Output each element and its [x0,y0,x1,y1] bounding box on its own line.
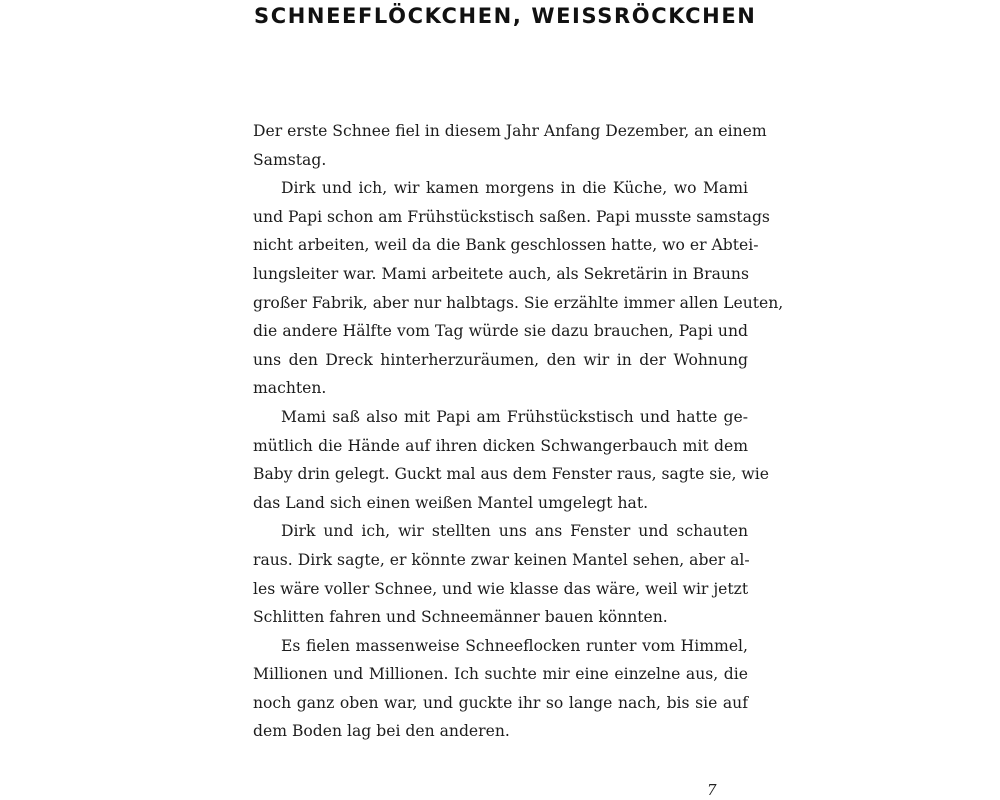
text-line: mütlich die Hände auf ihren dicken Schwangerbauch mit dem [253,436,748,455]
text-line: und Papi schon am Frühstückstisch saßen. Papi musste samstags [253,207,770,226]
text-line: nicht arbeiten, weil da die Bank geschlossen hatte, wo er Abtei- [253,236,759,255]
text-line: das Land sich einen weißen Mantel umgelegt hat. [253,493,649,512]
chapter-title: SCHNEEFLÖCKCHEN, WEISSRÖCKCHEN [254,4,757,28]
text-line: les wäre voller Schnee, und wie klasse das wäre, weil wir jetzt [253,579,749,598]
text-line: lungsleiter war. Mami arbeitete auch, als Sekretärin in Brauns [253,264,749,283]
text-line: Dirk und ich, wir stellten uns ans Fenster und schauten [281,522,748,541]
text-line: Es fielen massenweise Schneeflocken runter vom Himmel, [281,636,748,655]
text-line: raus. Dirk sagte, er könnte zwar keinen Mantel sehen, aber al- [253,550,750,569]
text-line: Dirk und ich, wir kamen morgens in die Küche, wo Mami [281,179,748,198]
text-line: noch ganz oben war, und guckte ihr so lange nach, bis sie auf [253,693,748,712]
text-line: Millionen und Millionen. Ich suchte mir eine einzelne aus, die [253,665,748,684]
chapter-body-text [253,117,784,746]
text-line: großer Fabrik, aber nur halbtags. Sie erzählte immer allen Leuten, [253,293,784,312]
text-line: Baby drin gelegt. Guckt mal aus dem Fenster raus, sagte sie, wie [253,465,769,484]
text-line: Samstag. [253,150,327,169]
text-line: dem Boden lag bei den anderen. [253,722,510,741]
text-line: Der erste Schnee fiel in diesem Jahr Anfang Dezember, an einem [253,122,767,140]
text-line: die andere Hälfte vom Tag würde sie dazu brauchen, Papi und [253,322,748,341]
text-line: uns den Dreck hinterherzuräumen, den wir in der Wohnung [253,350,748,369]
page-number: 7 [707,781,717,799]
text-line: Schlitten fahren und Schneemänner bauen könnten. [253,608,668,627]
text-line: Mami saß also mit Papi am Frühstückstisch und hatte ge- [281,407,748,426]
text-line: machten. [253,379,327,398]
